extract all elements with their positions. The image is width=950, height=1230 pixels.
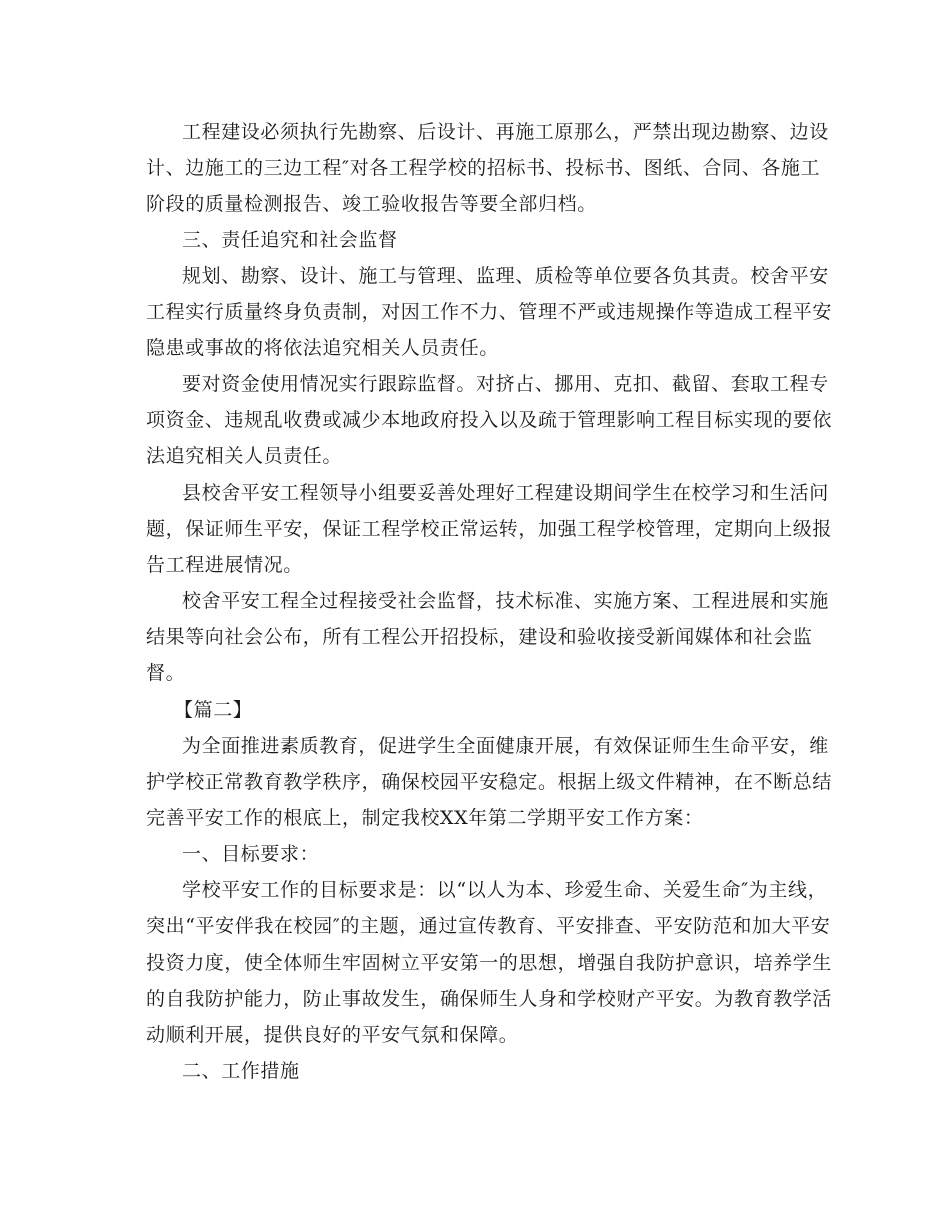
paragraph-line: 阶段的质量检测报告、竣工验收报告等要全部归档。 <box>146 193 597 215</box>
paragraph-line: 工程实行质量终身负责制，对因工作不力、管理不严或违规操作等造成工程平安 <box>146 301 833 323</box>
section-heading: 一、目标要求： <box>182 843 320 865</box>
paragraph-line: 隐患或事故的将依法追究相关人员责任。 <box>146 337 499 359</box>
paragraph-line: 护学校正常教育教学秩序，确保校园平安稳定。根据上级文件精神，在不断总结 <box>146 771 833 793</box>
paragraph-line: 题，保证师生平安，保证工程学校正常运转，加强工程学校管理，定期向上级报 <box>146 518 833 540</box>
paragraph-line: 县校舍平安工程领导小组要妥善处理好工程建设期间学生在校学习和生活问 <box>182 482 829 504</box>
paragraph-line: 投资力度，使全体师生牢固树立平安第一的思想，增强自我防护意识，培养学生 <box>146 952 833 974</box>
section-marker: 【篇二】 <box>174 699 253 721</box>
paragraph-line: 告工程进展情况。 <box>146 554 303 576</box>
paragraph-line: 学校平安工作的目标要求是：以“以人为本、珍爱生命、关爱生命″为主线， <box>182 879 828 901</box>
paragraph-line: 完善平安工作的根底上，制定我校XX年第二学期平安工作方案： <box>146 807 704 829</box>
paragraph-line: 规划、勘察、设计、施工与管理、监理、质检等单位要各负其责。校舍平安 <box>182 265 829 287</box>
paragraph-line: 要对资金使用情况实行跟踪监督。对挤占、挪用、克扣、截留、套取工程专 <box>182 373 829 395</box>
section-heading: 二、工作措施 <box>182 1060 300 1082</box>
paragraph-line: 项资金、违规乱收费或减少本地政府投入以及疏于管理影响工程目标实现的要依 <box>146 409 833 431</box>
paragraph-line: 校舍平安工程全过程接受社会监督，技术标准、实施方案、工程进展和实施 <box>182 590 829 612</box>
paragraph-line: 的自我防护能力，防止事故发生，确保师生人身和学校财产平安。为教育教学活 <box>146 988 833 1010</box>
paragraph-line: 动顺利开展，提供良好的平安气氛和保障。 <box>146 1024 519 1046</box>
paragraph-line: 结果等向社会公布，所有工程公开招投标，建设和验收接受新闻媒体和社会监 <box>146 626 813 648</box>
paragraph-line: 法追究相关人员责任。 <box>146 445 343 467</box>
paragraph-line: 为全面推进素质教育，促进学生全面健康开展，有效保证师生生命平安，维 <box>182 735 829 757</box>
paragraph-line: 督。 <box>146 662 186 684</box>
paragraph-line: 计、边施工的三边工程″对各工程学校的招标书、投标书、图纸、合同、各施工 <box>146 157 821 179</box>
section-heading: 三、责任追究和社会监督 <box>182 229 398 251</box>
paragraph-line: 工程建设必须执行先勘察、后设计、再施工原那么，严禁出现边勘察、边设 <box>182 121 829 143</box>
paragraph-line: 突出“平安伴我在校园″的主题，通过宣传教育、平安排查、平安防范和加大平安 <box>146 915 831 937</box>
